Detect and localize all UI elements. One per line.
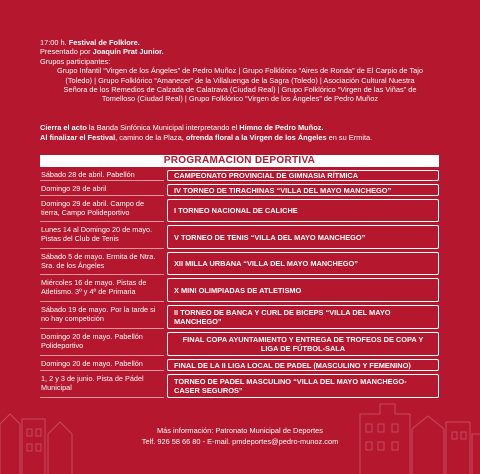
table-row bbox=[40, 374, 440, 398]
row-event: XII MILLA URBANA “VILLA DEL MAYO MANCHEGO” bbox=[167, 252, 439, 275]
closing-text: , camino de la Plaza, bbox=[115, 132, 186, 142]
row-date: Domingo 29 de abril. Campo de tierra, Campo Polideportivo bbox=[40, 199, 164, 222]
table-row bbox=[40, 278, 440, 302]
closing-line-1 bbox=[40, 123, 440, 133]
closing-notes bbox=[40, 123, 440, 142]
row-date: 1, 2 y 3 de junio. Pista de Pádel Municipal bbox=[40, 374, 164, 398]
row-event: TORNEO DE PADEL MASCULINO “VILLA DEL MAYO MANCHEGO- CASER SEGUROS” bbox=[167, 374, 439, 398]
offering-text: ofrenda floral a la Virgen de los Ángeles bbox=[185, 132, 327, 142]
row-date: Sábado 5 de mayo. Ermita de Ntra. Sra. de los Ángeles bbox=[40, 252, 164, 275]
row-date: Domingo 20 de mayo. Pabellón Polideportivo bbox=[40, 332, 164, 356]
groups-heading: Grupos participantes: bbox=[40, 56, 111, 66]
program-table bbox=[40, 170, 440, 401]
more-info-text: Más información: Patronato Municipal de Deportes bbox=[157, 426, 323, 435]
closing-bold: Al finalizar el Festival bbox=[40, 132, 116, 142]
footer-contact bbox=[40, 426, 440, 447]
row-date: Miércoles 16 de mayo. Pistas de Atletismo. 3º y 4º de Primaria bbox=[40, 278, 164, 302]
groups-line: Tomelloso (Ciudad Real) | Grupo Folklórico “Virgen de los Ángeles” de Pedro Muñoz bbox=[101, 94, 379, 104]
presenter-line bbox=[40, 47, 440, 56]
program-title: PROGRAMACIÓN DEPORTIVA bbox=[40, 155, 439, 167]
contact-text: Telf. 926 58 66 80 - E-mail. pmdeportes@pedro-munoz.com bbox=[141, 436, 339, 446]
table-row bbox=[40, 305, 440, 329]
table-row bbox=[40, 199, 440, 222]
closing-text: la Banda Sinfónica Municipal interpretando el bbox=[86, 123, 240, 132]
row-date: Domingo 29 de abril bbox=[40, 184, 164, 196]
groups-line: Señora de los Remedios de Calzada de Calatrava (Ciudad Real) | Grupo Folklórico “Virgen de las Viñas” de bbox=[63, 85, 417, 95]
table-row bbox=[40, 252, 440, 275]
row-event: FINAL DE LA II LIGA LOCAL DE PADEL (MASCULINO Y FEMENINO) bbox=[167, 359, 439, 371]
table-row bbox=[40, 225, 440, 249]
festival-intro bbox=[40, 38, 440, 104]
groups-line: (Toledo) | Grupo Folklórico “Amanecer” de la Villaluenga de la Sagra (Toledo) | Asociación Cultural Nuestra bbox=[65, 75, 415, 85]
row-date: Lunes 14 al Domingo 20 de mayo. Pistas del Club de Tenis bbox=[40, 225, 164, 249]
row-event: II TORNEO DE BANCA Y CURL DE BICEPS “VILLA DEL MAYO MANCHEGO” bbox=[167, 305, 439, 329]
festival-title: Festival de Folklore. bbox=[68, 38, 140, 47]
presenter-name: Joaquín Prat Junior. bbox=[92, 47, 164, 57]
table-row bbox=[40, 184, 440, 196]
row-date: Sábado 19 de mayo. Por la tarde si no hay competición bbox=[40, 305, 164, 329]
table-row bbox=[40, 170, 440, 181]
groups-line: Grupo Infantil “Virgen de los Ángeles” de Pedro Muñoz | Grupo Folklórico “Aires de Ronda” de El Carpio de Tajo bbox=[56, 66, 424, 76]
row-event: V TORNEO DE TENIS “VILLA DEL MAYO MANCHEGO” bbox=[167, 225, 439, 249]
row-date: Domingo 20 de mayo. Pabellón bbox=[40, 359, 164, 371]
closing-line-2 bbox=[40, 133, 440, 143]
presented-by-label: Presentado por bbox=[40, 47, 91, 57]
festival-time: 17:00 h. bbox=[40, 38, 67, 47]
table-row bbox=[40, 359, 440, 371]
row-event: IV TORNEO DE TIRACHINAS “VILLA DEL MAYO MANCHEGO” bbox=[167, 184, 439, 196]
anthem-name: Himno de Pedro Muñoz. bbox=[239, 123, 324, 132]
closing-text: en su Ermita. bbox=[326, 132, 373, 142]
festival-time-line bbox=[40, 38, 440, 47]
row-date: Sábado 28 de abril. Pabellón bbox=[40, 170, 164, 181]
row-event: I TORNEO NACIONAL DE CALICHE bbox=[167, 199, 439, 222]
row-event: X MINI OLIMPIADAS DE ATLETISMO bbox=[167, 278, 439, 302]
row-event: FINAL COPA AYUNTAMIENTO Y ENTREGA DE TROFEOS DE COPA Y LIGA DE FÚTBOL-SALA bbox=[167, 332, 439, 356]
table-row bbox=[40, 332, 440, 356]
closing-bold: Cierra el acto bbox=[40, 123, 87, 132]
row-event: CAMPEONATO PROVINCIAL DE GIMNASIA RÍTMICA bbox=[167, 170, 439, 181]
